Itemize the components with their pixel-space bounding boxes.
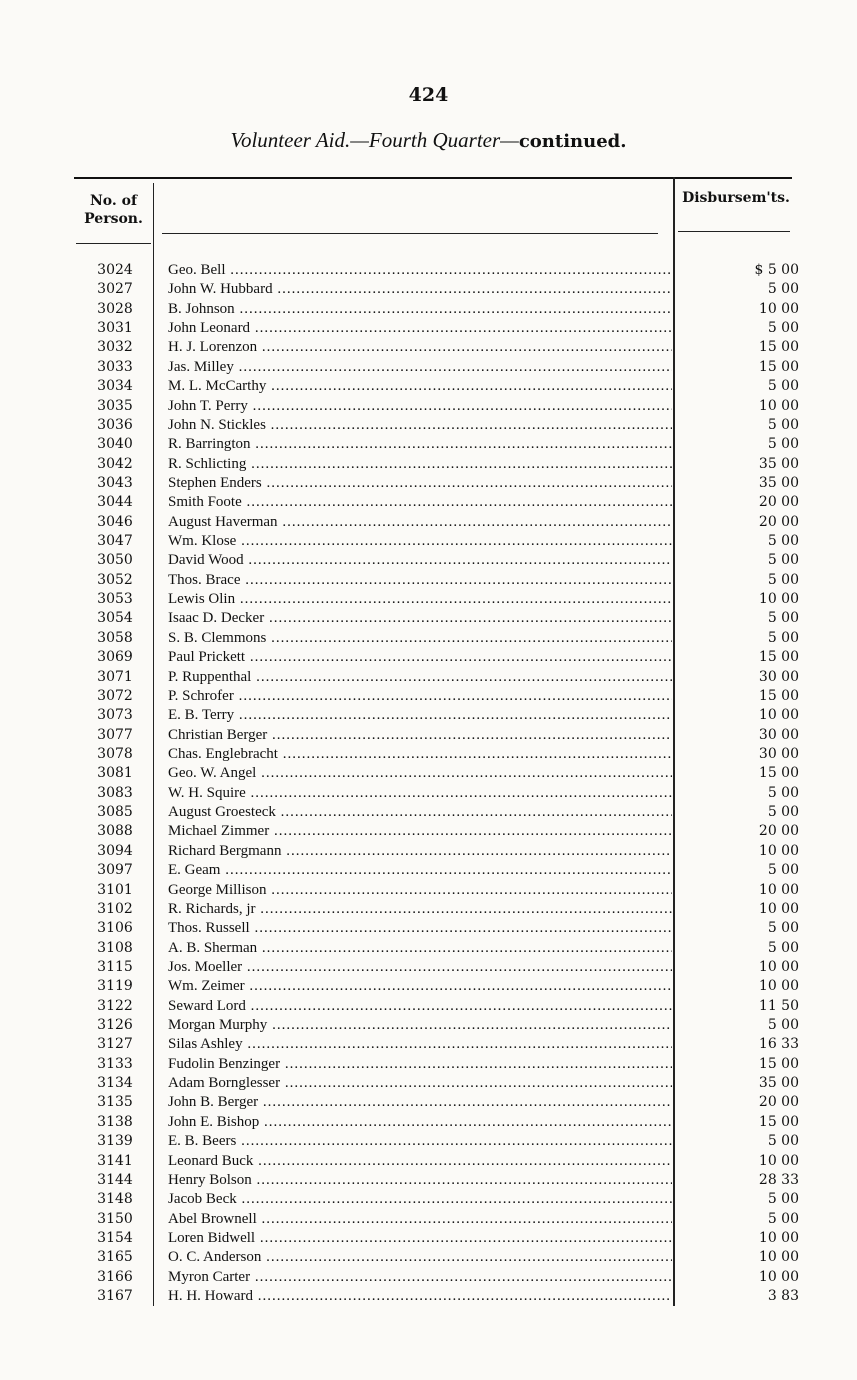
person-number: 3028 — [97, 300, 133, 317]
table-row — [0, 261, 857, 280]
person-name: E. Geam ..... — [168, 861, 672, 880]
disbursement-amount: 10 00 — [758, 900, 799, 917]
person-name: O. C. Anderson ..... — [168, 1248, 672, 1267]
person-number: 3035 — [97, 397, 133, 414]
disbursement-amount: 10 00 — [758, 1268, 799, 1285]
person-number: 3069 — [97, 649, 133, 666]
table-row — [0, 648, 857, 667]
person-number: 3027 — [97, 281, 133, 298]
table-row — [0, 300, 857, 319]
disbursement-amount: 5 00 — [767, 281, 799, 298]
person-name: Paul Prickett ..... — [168, 648, 672, 667]
person-number: 3119 — [97, 978, 133, 995]
person-number: 3101 — [97, 881, 133, 898]
table-row — [0, 474, 857, 493]
table-row — [0, 1016, 857, 1035]
person-name: August Groesteck ..... — [168, 803, 672, 822]
table-row — [0, 1074, 857, 1093]
table-row — [0, 1093, 857, 1112]
table-row — [0, 1171, 857, 1190]
disbursement-amount: 5 00 — [767, 1191, 799, 1208]
disbursement-amount: 15 00 — [758, 687, 799, 704]
table-row — [0, 726, 857, 745]
person-number: 3144 — [97, 1171, 133, 1188]
person-number: 3040 — [97, 436, 133, 453]
page-title-continued: continued. — [518, 131, 627, 152]
table-row — [0, 881, 857, 900]
person-name: E. B. Beers ..... — [168, 1132, 672, 1151]
disbursement-amount: 5 00 — [767, 1210, 799, 1227]
person-number: 3115 — [97, 958, 133, 975]
disbursement-amount: 5 00 — [767, 862, 799, 879]
person-number: 3078 — [97, 745, 133, 762]
person-number: 3097 — [97, 862, 133, 879]
person-number: 3094 — [97, 842, 133, 859]
header-disbursements: Disbursem'ts. — [682, 190, 790, 206]
disbursement-amount: 10 00 — [758, 958, 799, 975]
person-name: John B. Berger ..... — [168, 1093, 672, 1112]
person-name: R. Barrington ..... — [168, 435, 672, 454]
table-row — [0, 977, 857, 996]
table-row — [0, 590, 857, 609]
person-name: Loren Bidwell ..... — [168, 1229, 672, 1248]
table-row — [0, 1113, 857, 1132]
header-person-number — [74, 192, 153, 228]
table-row — [0, 1055, 857, 1074]
page-title — [0, 128, 857, 153]
person-name: R. Schlicting ..... — [168, 455, 672, 474]
person-name: Silas Ashley ..... — [168, 1035, 672, 1054]
disbursement-amount: 28 33 — [758, 1171, 799, 1188]
person-name: Jacob Beck ..... — [168, 1190, 672, 1209]
table-row — [0, 842, 857, 861]
disbursement-amount: 10 00 — [758, 978, 799, 995]
person-name: B. Johnson ..... — [168, 300, 672, 319]
table-row — [0, 764, 857, 783]
disbursement-amount: 20 00 — [758, 823, 799, 840]
table-row — [0, 745, 857, 764]
person-name: R. Richards, jr ..... — [168, 900, 672, 919]
person-number: 3108 — [97, 939, 133, 956]
table-row — [0, 1132, 857, 1151]
disbursement-amount: 15 00 — [758, 765, 799, 782]
table-row — [0, 919, 857, 938]
table-row — [0, 1268, 857, 1287]
person-name: Thos. Brace ..... — [168, 571, 672, 590]
disbursement-amount: 15 00 — [758, 339, 799, 356]
person-name: H. H. Howard ..... — [168, 1287, 672, 1306]
table-row — [0, 397, 857, 416]
table-row — [0, 416, 857, 435]
person-number: 3042 — [97, 455, 133, 472]
person-number: 3138 — [97, 1113, 133, 1130]
disbursement-amount: 5 00 — [767, 784, 799, 801]
person-name: John E. Bishop ..... — [168, 1113, 672, 1132]
person-name: Seward Lord ..... — [168, 997, 672, 1016]
table-row — [0, 280, 857, 299]
disbursement-amount: $ 5 00 — [754, 262, 799, 278]
person-number: 3106 — [97, 920, 133, 937]
person-number: 3088 — [97, 823, 133, 840]
person-name: Jos. Moeller ..... — [168, 958, 672, 977]
person-number: 3167 — [97, 1288, 133, 1305]
person-number: 3054 — [97, 610, 133, 627]
person-name: Chas. Englebracht ..... — [168, 745, 672, 764]
table-row — [0, 513, 857, 532]
person-number: 3034 — [97, 378, 133, 395]
table-row — [0, 571, 857, 590]
person-name: August Haverman ..... — [168, 513, 672, 532]
disbursement-amount: 20 00 — [758, 1094, 799, 1111]
person-number: 3139 — [97, 1133, 133, 1150]
person-name: Geo. Bell ..... — [168, 261, 672, 280]
person-number: 3122 — [97, 997, 133, 1014]
person-number: 3036 — [97, 416, 133, 433]
disbursement-amount: 3 83 — [767, 1288, 799, 1305]
person-number: 3165 — [97, 1249, 133, 1266]
table-row — [0, 551, 857, 570]
person-name: John W. Hubbard ..... — [168, 280, 672, 299]
disbursement-amount: 10 00 — [758, 881, 799, 898]
person-name: Michael Zimmer ..... — [168, 822, 672, 841]
person-number: 3053 — [97, 591, 133, 608]
table-row — [0, 997, 857, 1016]
person-name: Myron Carter ..... — [168, 1268, 672, 1287]
header-rule-amount — [678, 231, 790, 232]
disbursement-amount: 20 00 — [758, 513, 799, 530]
disbursement-amount: 15 00 — [758, 358, 799, 375]
person-number: 3058 — [97, 629, 133, 646]
person-number: 3047 — [97, 533, 133, 550]
person-number: 3133 — [97, 1055, 133, 1072]
disbursement-amount: 5 00 — [767, 552, 799, 569]
page-title-main: Volunteer Aid.—Fourth Quarter— — [230, 128, 519, 152]
disbursement-amount: 30 00 — [758, 745, 799, 762]
disbursement-amount: 5 00 — [767, 629, 799, 646]
person-name: Abel Brownell ..... — [168, 1210, 672, 1229]
table-row — [0, 532, 857, 551]
person-number: 3148 — [97, 1191, 133, 1208]
person-name: Morgan Murphy ..... — [168, 1016, 672, 1035]
disbursement-amount: 5 00 — [767, 533, 799, 550]
person-number: 3154 — [97, 1229, 133, 1246]
person-name: George Millison ..... — [168, 881, 672, 900]
person-name: P. Ruppenthal ..... — [168, 668, 672, 687]
person-number: 3031 — [97, 320, 133, 337]
table-row — [0, 319, 857, 338]
person-name: Wm. Zeimer ..... — [168, 977, 672, 996]
table-row — [0, 1190, 857, 1209]
table-row — [0, 687, 857, 706]
person-number: 3077 — [97, 726, 133, 743]
person-name: Lewis Olin ..... — [168, 590, 672, 609]
disbursement-amount: 5 00 — [767, 610, 799, 627]
person-name: A. B. Sherman ..... — [168, 939, 672, 958]
header-rule-name — [162, 233, 658, 234]
person-name: Thos. Russell ..... — [168, 919, 672, 938]
person-number: 3150 — [97, 1210, 133, 1227]
person-number: 3083 — [97, 784, 133, 801]
disbursement-amount: 16 33 — [758, 1036, 799, 1053]
table-row — [0, 1210, 857, 1229]
disbursement-amount: 10 00 — [758, 707, 799, 724]
disbursement-amount: 35 00 — [758, 474, 799, 491]
person-number: 3024 — [97, 262, 133, 278]
table-row — [0, 939, 857, 958]
table-row — [0, 803, 857, 822]
disbursement-amount: 5 00 — [767, 320, 799, 337]
table-row — [0, 455, 857, 474]
disbursement-amount: 5 00 — [767, 1133, 799, 1150]
person-number: 3141 — [97, 1152, 133, 1169]
table-row — [0, 377, 857, 396]
person-name: Henry Bolson ..... — [168, 1171, 672, 1190]
table-row — [0, 493, 857, 512]
person-number: 3043 — [97, 474, 133, 491]
disbursement-amount: 10 00 — [758, 397, 799, 414]
disbursement-amount: 5 00 — [767, 416, 799, 433]
person-number: 3071 — [97, 668, 133, 685]
table-row — [0, 1152, 857, 1171]
disbursement-amount: 5 00 — [767, 436, 799, 453]
page-number: 424 — [408, 84, 449, 106]
table-row — [0, 358, 857, 377]
person-number: 3081 — [97, 765, 133, 782]
disbursement-amount: 15 00 — [758, 1055, 799, 1072]
disbursement-amount: 11 50 — [758, 997, 799, 1014]
table-row — [0, 706, 857, 725]
table-row — [0, 958, 857, 977]
person-name: P. Schrofer ..... — [168, 687, 672, 706]
person-name: W. H. Squire ..... — [168, 784, 672, 803]
table-row — [0, 338, 857, 357]
disbursement-amount: 20 00 — [758, 494, 799, 511]
person-name: John T. Perry ..... — [168, 397, 672, 416]
person-number: 3044 — [97, 494, 133, 511]
header-person-line1: No. of — [90, 193, 137, 209]
disbursement-amount: 10 00 — [758, 1249, 799, 1266]
disbursement-amount: 5 00 — [767, 571, 799, 588]
person-number: 3126 — [97, 1017, 133, 1034]
person-name: Adam Bornglesser ..... — [168, 1074, 672, 1093]
disbursement-amount: 5 00 — [767, 378, 799, 395]
person-name: Leonard Buck ..... — [168, 1152, 672, 1171]
disbursement-amount: 5 00 — [767, 1017, 799, 1034]
table-row — [0, 435, 857, 454]
person-name: Jas. Milley ..... — [168, 358, 672, 377]
person-name: Smith Foote ..... — [168, 493, 672, 512]
table-row — [0, 1229, 857, 1248]
person-number: 3134 — [97, 1075, 133, 1092]
table-row — [0, 822, 857, 841]
person-number: 3046 — [97, 513, 133, 530]
person-name: Wm. Klose ..... — [168, 532, 672, 551]
person-name: Richard Bergmann ..... — [168, 842, 672, 861]
person-number: 3085 — [97, 804, 133, 821]
person-name: David Wood ..... — [168, 551, 672, 570]
disbursement-amount: 10 00 — [758, 1152, 799, 1169]
disbursement-amount: 5 00 — [767, 939, 799, 956]
person-number: 3033 — [97, 358, 133, 375]
person-name: Stephen Enders ..... — [168, 474, 672, 493]
person-name: Fudolin Benzinger ..... — [168, 1055, 672, 1074]
table-row — [0, 861, 857, 880]
disbursement-amount: 10 00 — [758, 1229, 799, 1246]
person-name: E. B. Terry ..... — [168, 706, 672, 725]
person-name: John N. Stickles ..... — [168, 416, 672, 435]
disbursement-amount: 15 00 — [758, 1113, 799, 1130]
ledger-table — [0, 261, 857, 1306]
table-row — [0, 609, 857, 628]
person-number: 3135 — [97, 1094, 133, 1111]
person-number: 3050 — [97, 552, 133, 569]
disbursement-amount: 10 00 — [758, 842, 799, 859]
person-name: Isaac D. Decker ..... — [168, 609, 672, 628]
table-row — [0, 629, 857, 648]
header-person-line2: Person. — [84, 211, 143, 227]
disbursement-amount: 15 00 — [758, 649, 799, 666]
person-name: John Leonard ..... — [168, 319, 672, 338]
disbursement-amount: 35 00 — [758, 1075, 799, 1092]
table-row — [0, 900, 857, 919]
person-name: M. L. McCarthy ..... — [168, 377, 672, 396]
person-number: 3166 — [97, 1268, 133, 1285]
table-top-rule — [74, 177, 792, 179]
table-row — [0, 1287, 857, 1306]
person-number: 3032 — [97, 339, 133, 356]
person-name: H. J. Lorenzon ..... — [168, 338, 672, 357]
table-row — [0, 784, 857, 803]
disbursement-amount: 30 00 — [758, 726, 799, 743]
table-row — [0, 1035, 857, 1054]
table-row — [0, 668, 857, 687]
person-number: 3073 — [97, 707, 133, 724]
person-number: 3127 — [97, 1036, 133, 1053]
person-name: S. B. Clemmons ..... — [168, 629, 672, 648]
disbursement-amount: 10 00 — [758, 300, 799, 317]
disbursement-amount: 5 00 — [767, 804, 799, 821]
header-rule-person — [76, 243, 151, 244]
person-name: Christian Berger ..... — [168, 726, 672, 745]
disbursement-amount: 35 00 — [758, 455, 799, 472]
table-row — [0, 1248, 857, 1267]
person-number: 3052 — [97, 571, 133, 588]
disbursement-amount: 30 00 — [758, 668, 799, 685]
disbursement-amount: 10 00 — [758, 591, 799, 608]
person-number: 3072 — [97, 687, 133, 704]
disbursement-amount: 5 00 — [767, 920, 799, 937]
person-number: 3102 — [97, 900, 133, 917]
person-name: Geo. W. Angel ..... — [168, 764, 672, 783]
